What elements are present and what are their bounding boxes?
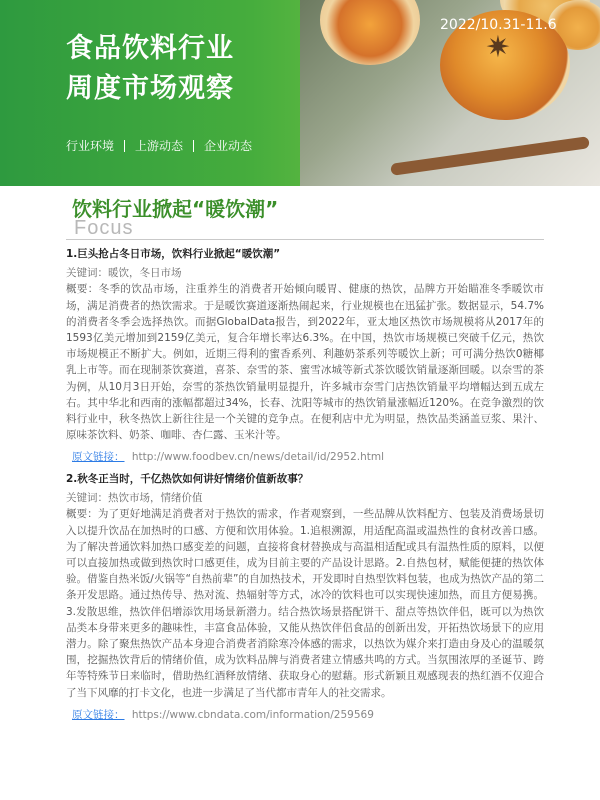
source-link-row	[66, 707, 544, 723]
article-keywords: 关键词：暖饮，冬日市场	[66, 267, 182, 280]
star-anise-icon: ✷	[485, 30, 511, 65]
nav-item-company[interactable]: 企业动态	[204, 139, 253, 153]
report-title-line2: 周度市场观察	[66, 73, 234, 104]
article-title: 2.秋冬正当时，千亿热饮如何讲好情绪价值新故事？	[66, 473, 309, 485]
nav-item-upstream[interactable]: 上游动态	[135, 139, 184, 153]
source-link-url[interactable]: http://www.foodbev.cn/news/detail/id/2952.html	[131, 451, 385, 464]
source-link-label[interactable]: 原文链接：	[72, 708, 125, 721]
source-link-label[interactable]: 原文链接：	[72, 451, 125, 464]
article-summary: 概要：冬季的饮品市场，注重养生的消费者开始倾向暖胃、健康的热饮，品牌方开始瞄准冬季暖饮市场，满足消费者的热饮需求。于是暖饮赛道逐渐热闹起来，行业规模也在迅猛扩张。数据显示，54.7%的消费者冬季会选择热饮。而据GlobalData报告，到2022年，亚太地区热饮市场规模将从2017年的1593亿美元增加到2159亿美元，复合年增长率达6.3%。在中国，热饮市场规模已突破千亿元，热饮市场规模正不断扩大。例如，近期三得利的蜜香系列、利趣奶茶系列等暖饮上新；可可满分热饮0糖椰乳上市等。而在现制茶饮赛道，喜茶、奈雪的茶、蜜雪冰城等新式茶饮暖饮销量逐渐回暖。以奈雪的茶为例，从10月3日开始，奈雪的茶热饮销量明显提升，许多城市奈雪门店热饮销量平均增幅达到五成左右。其中华北和西南的涨幅都超过34%，长春、沈阳等城市的热饮销量涨幅近120%。在竞争激烈的饮料行业中，秋冬热饮上新往往是一个关键的竞争点。在便利店中尤为明显，热饮品类涵盖豆浆、果汁、原味茶饮料、奶茶、咖啡、杏仁露、玉米汁等。	[66, 283, 544, 442]
report-date: 2022/10.31-11.6	[440, 17, 557, 33]
article-summary: 概要：为了更好地满足消费者对于热饮的需求，作者观察到，一些品牌从饮料配方、包装及消费场景切入以提升饮品在加热时的口感、方便和饮用体验。1.追根溯源，用适配高温或温热性的食材改善口感。为了解决普通饮料加热口感变差的问题，直接将食材替换成与高温相适配或具有温热性质的原料，以便可以直接加热或做到热饮时口感更佳，成为目前主要的产品设计思路。2.自热包材，赋能便捷的热饮体验。借鉴自热米饭/火锅等“自热前辈”的自加热技术，开发即时自热型饮料包装，也成为热饮产品的第二条开发思路。通过热传导、热对流、热辐射等方式，冰冷的饮料也可以实现快速加热，而且方便易携。3.发散思维，热饮伴侣增添饮用场景新潜力。结合热饮场景搭配饼干、甜点等热饮伴侣，既可以为热饮品类本身带来更多的趣味性，丰富食品体验，又能从热饮伴侣食品的创新出发，开拓热饮场景下的应用潜力。除了聚焦热饮产品本身迎合消费者消除寒冷体感的需求，以热饮为媒介来打造由身及心的温暖氛围，挖掘热饮背后的情绪价值，成为饮料品牌与消费者建立情感共鸣的方式。当氛围浓厚的圣诞节、跨年等特殊节日来临时，借助热红酒释放情绪、获取身心的慰藉。形式新颖且观感现表的热红酒不仅迎合了当下风靡的打卡文化，也进一步满足了当代都市青年人的社交需求。	[66, 508, 544, 699]
source-link-row	[66, 449, 544, 465]
header-nav	[66, 137, 252, 154]
source-link-url[interactable]: https://www.cbndata.com/information/259569	[131, 708, 374, 721]
section-headline: 饮料行业掀起“暖饮潮”	[72, 197, 279, 221]
header-banner	[0, 0, 600, 186]
article-keywords: 关键词：热饮市场，情绪价值	[66, 492, 203, 505]
report-title-line1: 食品饮料行业	[66, 33, 234, 64]
nav-item-industry-environment[interactable]: 行业环境	[66, 139, 115, 153]
section-subtitle: Focus	[74, 217, 134, 239]
section-divider	[66, 239, 544, 240]
article-2	[66, 471, 544, 723]
article-1	[66, 246, 544, 466]
nav-divider	[124, 140, 125, 152]
article-title: 1.巨头抢占冬日市场，饮料行业掀起“暖饮潮”	[66, 248, 281, 260]
nav-divider	[193, 140, 194, 152]
